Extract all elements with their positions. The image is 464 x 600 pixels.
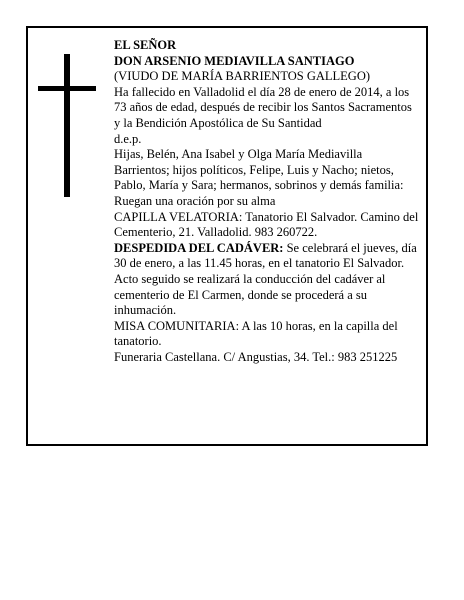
farewell-paragraph	[114, 241, 420, 319]
mass-label: MISA COMUNITARIA:	[114, 318, 240, 333]
mass-text: A las 10 horas, en la capilla del tanatorio.	[114, 318, 398, 349]
chapel-text: Tanatorio El Salvador. Camino del Cementerio, 21. Valladolid. 983 260722.	[114, 209, 419, 240]
funeral-home-line: Funeraria Castellana. C/ Angustias, 34. Tel.: 983 251225	[114, 349, 398, 364]
widower-line: (VIUDO DE MARÍA BARRIENTOS GALLEGO)	[114, 69, 371, 84]
farewell-text: Se celebrará el jueves, día 30 de enero, a las 11.45 horas, en el tanatorio El Salvador. Acto seguido se realizará la conducción del cadáver al cementerio de El Carmen, donde se procederá a su inhumación.	[114, 240, 417, 318]
cross-icon	[38, 54, 96, 197]
mass-paragraph	[114, 319, 420, 350]
obituary-text	[114, 38, 420, 365]
cross-horizontal-bar	[38, 86, 96, 91]
chapel-label: CAPILLA VELATORIA:	[114, 209, 243, 224]
cross-vertical-bar	[64, 54, 70, 197]
dep-line: d.e.p.	[114, 131, 142, 146]
prayer-line: Ruegan una oración por su alma	[114, 193, 276, 208]
family-paragraph: Hijas, Belén, Ana Isabel y Olga María Mediavilla Barrientos; hijos políticos, Felipe, Luis y Nacho; nietos, Pablo, María y Sara; hermanos, sobrinos y demás familia:	[114, 147, 404, 193]
chapel-paragraph	[114, 210, 420, 241]
title-line: EL SEÑOR	[114, 38, 177, 52]
deceased-name: DON ARSENIO MEDIAVILLA SANTIAGO	[114, 53, 355, 68]
farewell-label: DESPEDIDA DEL CADÁVER:	[114, 240, 284, 255]
announcement-paragraph: Ha fallecido en Valladolid el día 28 de enero de 2014, a los 73 años de edad, después de recibir los Santos Sacramentos y la Bendición Apostólica de Su Santidad	[114, 84, 412, 130]
